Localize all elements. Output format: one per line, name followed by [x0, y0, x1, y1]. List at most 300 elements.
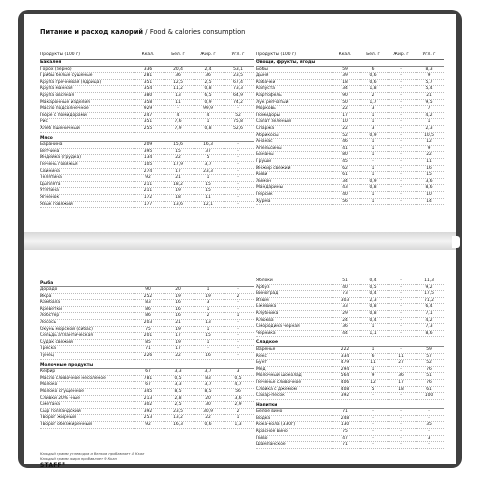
nutrient-value: 12	[416, 139, 444, 146]
nutrient-value: -	[360, 393, 388, 400]
nutrient-value: 8,5	[194, 389, 224, 396]
product-name: Помидоры	[256, 112, 332, 119]
product-name: Ветчина	[40, 148, 134, 155]
nutrient-value: 13,6	[164, 201, 194, 208]
table-row	[40, 395, 254, 402]
nutrient-value: 53,1	[224, 66, 254, 73]
nutrient-value: 15	[164, 148, 194, 155]
nutrient-value: 0,6	[360, 73, 388, 80]
nutrient-value: 85	[134, 339, 164, 346]
nutrient-value: 22	[332, 126, 360, 133]
nutrient-value: 83	[194, 375, 224, 382]
nutrient-value: 105	[134, 162, 164, 169]
nutrient-value: 479	[332, 360, 360, 367]
table-row	[256, 126, 444, 133]
section-title: Сладкое	[256, 337, 444, 347]
product-name: Масло сливочное несоленое	[40, 375, 134, 382]
nutrient-value: 52,6	[224, 126, 254, 133]
nutrient-value: 8,6	[416, 330, 444, 337]
nutrient-value: 13,2	[164, 415, 194, 422]
nutrient-value: 86	[134, 313, 164, 320]
table-bottom-right	[256, 278, 444, 449]
nutrient-value: -	[388, 297, 416, 304]
nutrient-value: 2	[224, 293, 254, 300]
nutrient-value: 22	[164, 353, 194, 360]
nutrient-value: 2,8	[164, 395, 194, 402]
nutrient-value: 19	[164, 326, 194, 333]
nutrient-value: -	[388, 435, 416, 442]
nutrient-value: 12	[360, 379, 388, 386]
nutrient-value: 1	[360, 112, 388, 119]
product-name: Судак свежий	[40, 339, 134, 346]
nutrient-value: 75	[332, 429, 360, 436]
column-header: Угл. г	[224, 52, 254, 59]
table-row	[256, 415, 444, 422]
nutrient-value: 201	[134, 333, 164, 340]
nutrient-value: -	[224, 346, 254, 353]
product-name: Спаржа	[256, 126, 332, 133]
nutrient-value: 7,1	[416, 310, 444, 317]
nutrient-value: -	[388, 106, 416, 113]
nutrient-value: 1	[360, 172, 388, 179]
nutrient-value: 92	[134, 421, 164, 428]
nutrient-value: 3,3	[164, 369, 194, 376]
nutrient-value: 334	[332, 353, 360, 360]
nutrient-value: 7	[416, 106, 444, 113]
product-name: Творог обезжиренный	[40, 421, 134, 428]
table-row	[256, 373, 444, 380]
nutrient-value: 408	[332, 386, 360, 393]
nutrient-value: 18,2	[164, 181, 194, 188]
section-title: Молочные продукты	[40, 359, 254, 369]
table-row	[40, 415, 254, 422]
product-name: Лосось	[40, 320, 134, 327]
nutrient-value: 22	[164, 155, 194, 162]
nutrient-value: 247	[134, 112, 164, 119]
page-title	[40, 28, 245, 36]
nutrient-value: 1	[416, 119, 444, 126]
nutrient-value: 11	[388, 353, 416, 360]
nutrient-value: -	[360, 435, 388, 442]
nutrient-value: -	[388, 172, 416, 179]
table-row	[40, 382, 254, 389]
product-name: Лук репчатый	[256, 99, 332, 106]
nutrient-value: 37	[194, 148, 224, 155]
table-body	[40, 59, 254, 208]
table-row	[40, 300, 254, 307]
nutrient-value: 17,5	[416, 291, 444, 298]
table-row	[256, 330, 444, 337]
table-row	[256, 360, 444, 367]
nutrient-value: 36	[194, 73, 224, 80]
table-row	[256, 99, 444, 106]
table-row	[40, 86, 254, 93]
nutrient-value: 12,5	[164, 79, 194, 86]
table-body	[256, 59, 444, 205]
nutrient-value: 75	[134, 326, 164, 333]
table-row	[40, 320, 254, 327]
product-name: Шампанское	[256, 442, 332, 449]
nutrient-value: 0,8	[194, 86, 224, 93]
nutrient-value: 0,8	[194, 126, 224, 133]
table-row	[256, 304, 444, 311]
nutrient-value: 16	[416, 165, 444, 172]
nutrient-value: 14	[416, 198, 444, 205]
nutrient-value: 302	[134, 402, 164, 409]
table-row	[40, 201, 254, 208]
nutrient-value: -	[388, 93, 416, 100]
nutrient-value: 29	[332, 310, 360, 317]
nutrient-value: 1	[224, 313, 254, 320]
product-name: Дыня	[256, 73, 332, 80]
product-name: Слойка с джемом	[256, 386, 332, 393]
nutrient-value: 4,2	[416, 112, 444, 119]
section-title: Напитки	[256, 399, 444, 409]
nutrient-value: 73	[332, 291, 360, 298]
nutrient-value: 209	[134, 142, 164, 149]
table-row	[256, 191, 444, 198]
nutrient-value: 62	[332, 165, 360, 172]
table-row	[256, 429, 444, 436]
nutrient-value: 1	[360, 145, 388, 152]
table-row	[40, 93, 254, 100]
table-row	[256, 152, 444, 159]
nutrient-value: -	[388, 304, 416, 311]
nutrient-value: 15	[416, 172, 444, 179]
product-name: Ананас	[256, 139, 332, 146]
nutrient-value: 172	[134, 194, 164, 201]
title-sep: /	[145, 28, 148, 36]
nutrient-value: -	[388, 99, 416, 106]
table-row	[256, 284, 444, 291]
nutrient-value: 0,4	[360, 291, 388, 298]
nutrient-value: 0,5	[224, 375, 254, 382]
nutrient-value: 71,2	[416, 297, 444, 304]
nutrient-value: 213	[134, 395, 164, 402]
product-name: Молоко	[40, 382, 134, 389]
nutrient-value: 12,1	[194, 201, 224, 208]
nutrient-value: -	[388, 324, 416, 331]
table-row	[256, 409, 444, 416]
nutrient-value: -	[388, 198, 416, 205]
product-name: Варенье	[256, 346, 332, 353]
nutrient-value: 83	[134, 300, 164, 307]
table-row	[256, 422, 444, 429]
nutrient-value: 211	[134, 181, 164, 188]
nutrient-value: -	[224, 106, 254, 113]
nutrient-value: -	[224, 306, 254, 313]
product-name: Дорадо	[40, 287, 134, 294]
table-row	[40, 99, 254, 106]
note-line: Каждый грамм углеводов и белков пробавляет 4 Ккал	[40, 452, 145, 456]
nutrient-value: 30,9	[194, 408, 224, 415]
nutrient-value: 281	[134, 73, 164, 80]
nutrient-value: -	[224, 287, 254, 294]
product-name: Сельдь атлантическая	[40, 333, 134, 340]
nutrient-value: 0,8	[360, 310, 388, 317]
nutrient-value: 0,4	[360, 278, 388, 284]
nutrient-value: 2	[360, 93, 388, 100]
table-row	[256, 66, 444, 73]
product-name: Печень говяжья	[40, 162, 134, 169]
nutrient-value: 2,4	[194, 66, 224, 73]
section-row	[40, 280, 254, 287]
table-row	[40, 162, 254, 169]
nutrient-value: -	[164, 106, 194, 113]
nutrient-value: 406	[332, 379, 360, 386]
section-row	[40, 59, 254, 66]
nutrient-value: 75,8	[224, 119, 254, 126]
nutrient-value: 1	[194, 175, 224, 182]
nutrient-value: 40	[332, 284, 360, 291]
nutrient-value: 52	[332, 132, 360, 139]
nutrient-value: 3	[416, 435, 444, 442]
nutrient-value: -	[360, 415, 388, 422]
table-top-left	[40, 52, 254, 208]
nutrient-value: -	[224, 142, 254, 149]
nutrient-value: 36	[164, 73, 194, 80]
column-header: Угл. г	[416, 52, 444, 59]
nutrient-value: 1	[360, 165, 388, 172]
product-name: Горох (зерно)	[40, 66, 134, 73]
nutrient-value: 11,3	[416, 278, 444, 284]
product-name: Бананы	[256, 152, 332, 159]
product-name: Бунт	[256, 360, 332, 367]
product-name: Макаронные изделия	[40, 99, 134, 106]
title-ru: Питание и расход калорий	[40, 28, 143, 36]
nutrient-value: 1,3	[224, 421, 254, 428]
nutrient-value: 336	[134, 66, 164, 73]
nutrient-value: 67,4	[224, 79, 254, 86]
nutrient-value: 20	[164, 287, 194, 294]
table-row	[40, 353, 254, 360]
nutrient-value: -	[388, 139, 416, 146]
table-row	[256, 79, 444, 86]
product-name: Лобстер	[40, 313, 134, 320]
nutrient-value: 51	[416, 373, 444, 380]
product-name: Сливки 20% -ные	[40, 395, 134, 402]
product-name: Свинина	[40, 168, 134, 175]
nutrient-value: 71	[332, 442, 360, 449]
nutrient-value: 10	[416, 191, 444, 198]
nutrient-value: 255	[134, 126, 164, 133]
nutrient-value: 781	[134, 375, 164, 382]
product-name: Инжир свежий	[256, 165, 332, 172]
nutrient-value: 1,7	[360, 99, 388, 106]
column-header: Бел. г	[360, 52, 388, 59]
nutrient-value: 90	[332, 93, 360, 100]
nutrient-value: 564	[332, 373, 360, 380]
product-name: Сыр голландский	[40, 408, 134, 415]
title-en: Food & calories consumption	[149, 28, 246, 36]
nutrient-value: 80	[332, 152, 360, 159]
nutrient-value: 1,8	[360, 86, 388, 93]
nutrient-value: 1	[194, 326, 224, 333]
column-header-product: Продукты (100 г)	[256, 52, 332, 59]
product-name: Крупа гречневая (ядрица)	[40, 79, 134, 86]
nutrient-value: 20,4	[164, 66, 194, 73]
nutrient-value: 16	[164, 300, 194, 307]
nutrient-value: 18	[164, 194, 194, 201]
nutrient-value: -	[416, 415, 444, 422]
product-name: Мандарины	[256, 185, 332, 192]
nutrient-value: 20	[194, 395, 224, 402]
nutrient-value: 23,5	[224, 73, 254, 80]
product-name: Крупа овсяная	[40, 93, 134, 100]
product-name: Груши	[256, 159, 332, 166]
product-name: Пюре с помидорами	[40, 112, 134, 119]
product-name: Хурма	[256, 198, 332, 205]
nutrient-value: 1	[360, 139, 388, 146]
table-row	[40, 402, 254, 409]
nutrient-value: 45	[332, 159, 360, 166]
nutrient-value: -	[388, 330, 416, 337]
nutrient-value: -	[388, 66, 416, 73]
nutrient-value: 0,5	[360, 284, 388, 291]
table-row	[40, 339, 254, 346]
nutrient-value: -	[388, 346, 416, 353]
nutrient-value: 1	[360, 152, 388, 159]
nutrient-value: 22	[332, 106, 360, 113]
nutrient-value: 57	[416, 353, 444, 360]
nutrient-value: -	[416, 429, 444, 436]
table-row	[256, 435, 444, 442]
nutrient-value: -	[388, 409, 416, 416]
nutrient-value: 1	[194, 119, 224, 126]
product-name: Абрикосы	[256, 132, 332, 139]
product-name: Кекс	[256, 353, 332, 360]
nutrient-value: -	[360, 409, 388, 416]
nutrient-value: -	[388, 291, 416, 298]
nutrient-value: 11	[416, 159, 444, 166]
brand-name: STAFF	[40, 462, 62, 469]
nutrient-value: 392	[134, 408, 164, 415]
nutrient-value: 22	[416, 152, 444, 159]
nutrient-value: -	[388, 165, 416, 172]
nutrient-value: 11	[194, 194, 224, 201]
table-row	[40, 389, 254, 396]
nutrient-value: 40	[332, 191, 360, 198]
nutrient-value: 4	[164, 112, 194, 119]
nutrient-value: 76	[416, 379, 444, 386]
table-row	[256, 386, 444, 393]
table-row	[256, 139, 444, 146]
product-name: Белое вино	[256, 409, 332, 416]
nutrient-value: 39	[332, 73, 360, 80]
product-name: Виноград	[256, 291, 332, 298]
nutrient-value: 1	[360, 191, 388, 198]
nutrient-value: -	[388, 159, 416, 166]
nutrient-value: -	[224, 353, 254, 360]
product-name: Капуста	[256, 86, 332, 93]
nutrient-value: -	[224, 339, 254, 346]
table-row	[40, 142, 254, 149]
nutrient-value: 100	[416, 393, 444, 400]
table-body	[256, 278, 444, 448]
product-name: Молоко сгущенное	[40, 389, 134, 396]
section-row	[256, 399, 444, 409]
nutrient-value: 9,5	[416, 99, 444, 106]
table-row	[256, 442, 444, 449]
table-row	[256, 366, 444, 373]
nutrient-value: -	[388, 119, 416, 126]
column-header: Жир. г	[388, 52, 416, 59]
nutrient-value: -	[388, 317, 416, 324]
nutrient-value: 15	[194, 181, 224, 188]
nutrient-value: 0,6	[360, 79, 388, 86]
nutrient-value: 3,6	[416, 178, 444, 185]
nutrient-value: 35	[416, 422, 444, 429]
product-name: Смородина черная	[256, 324, 332, 331]
nutrient-value: 64,9	[224, 93, 254, 100]
section-row	[256, 337, 444, 347]
table-row	[40, 79, 254, 86]
table-row	[256, 178, 444, 185]
nutrient-value: 92	[134, 175, 164, 182]
nutrient-value: -	[388, 86, 416, 93]
table-row	[256, 73, 444, 80]
product-name: Масло подсолнечное	[40, 106, 134, 113]
nutrient-value: 0,9	[194, 99, 224, 106]
nutrient-value: 86	[134, 306, 164, 313]
nutrient-value: 1	[360, 119, 388, 126]
nutrient-value: 36	[332, 324, 360, 331]
nutrient-value: -	[224, 188, 254, 195]
nutrient-value: 0,6	[194, 421, 224, 428]
product-name: Крупа манная	[40, 86, 134, 93]
table-row	[40, 293, 254, 300]
nutrient-value: 2	[194, 313, 224, 320]
nutrient-value: -	[388, 126, 416, 133]
nutrient-value: -	[388, 415, 416, 422]
nutrient-value: 1	[194, 306, 224, 313]
table-row	[40, 126, 254, 133]
nutrient-value: 13	[194, 320, 224, 327]
nutrient-value: -	[388, 152, 416, 159]
nutrient-value: 3,6	[224, 395, 254, 402]
nutrient-value: 6	[360, 353, 388, 360]
table-row	[256, 93, 444, 100]
nutrient-value: -	[388, 278, 416, 284]
nutrient-value: 0,9	[360, 132, 388, 139]
nutrient-value: 222	[332, 346, 360, 353]
nutrient-value: 46	[332, 139, 360, 146]
nutrient-value: 56	[332, 198, 360, 205]
nutrient-value: -	[388, 429, 416, 436]
nutrient-value: -	[388, 79, 416, 86]
product-name: Окунь морской (сибас)	[40, 326, 134, 333]
nutrient-value: -	[224, 148, 254, 155]
nutrient-value: -	[388, 366, 416, 373]
nutrient-value: 71	[134, 346, 164, 353]
nutrient-value: 351	[134, 79, 164, 86]
nutrient-value: 16	[164, 313, 194, 320]
product-name: Молочный шоколад	[256, 373, 332, 380]
product-name: Персик	[256, 191, 332, 198]
nutrient-value: 18	[332, 79, 360, 86]
nutrient-value: 0,4	[360, 317, 388, 324]
nutrient-value: -	[388, 132, 416, 139]
nutrient-value: -	[388, 178, 416, 185]
product-name: Лимон	[256, 178, 332, 185]
column-header: Бел. г	[164, 52, 194, 59]
nutrient-value: -	[388, 393, 416, 400]
table-row	[40, 333, 254, 340]
product-name: Морковь	[256, 106, 332, 113]
nutrient-value: -	[360, 442, 388, 449]
table-row	[256, 185, 444, 192]
nutrient-value: 303	[332, 297, 360, 304]
